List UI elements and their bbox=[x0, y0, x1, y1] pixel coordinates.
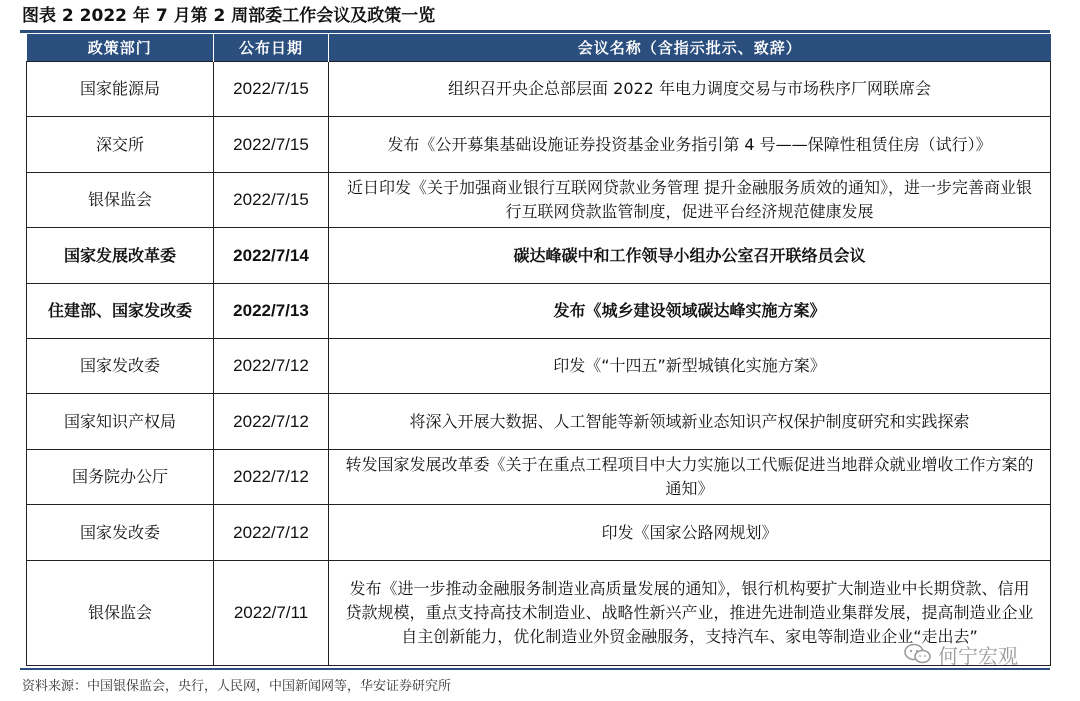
dept-cell: 深交所 bbox=[27, 117, 214, 173]
table-row bbox=[27, 173, 1051, 228]
wechat-watermark bbox=[904, 640, 1018, 668]
table-row bbox=[27, 62, 1051, 117]
watermark-text: 何宁宏观 bbox=[938, 643, 1018, 668]
dept-cell: 国家发改委 bbox=[27, 505, 214, 561]
table-row bbox=[27, 561, 1051, 666]
column-header-date: 公布日期 bbox=[214, 34, 329, 62]
dept-cell: 国家知识产权局 bbox=[27, 394, 214, 450]
date-cell: 2022/7/14 bbox=[214, 228, 329, 284]
meeting-cell: 将深入开展大数据、人工智能等新领域新业态知识产权保护制度研究和实践探索 bbox=[329, 394, 1051, 450]
date-cell: 2022/7/13 bbox=[214, 284, 329, 339]
meeting-cell: 组织召开央企总部层面 2022 年电力调度交易与市场秩序厂网联席会 bbox=[329, 62, 1051, 117]
table-row bbox=[27, 117, 1051, 173]
table-header-row bbox=[27, 34, 1051, 62]
table-row bbox=[27, 450, 1051, 505]
meeting-cell: 发布《进一步推动金融服务制造业高质量发展的通知》，银行机构要扩大制造业中长期贷款、信用贷款规模，重点支持高技术制造业、战略性新兴产业，推进先进制造业集群发展，提高制造业企业自主创新能力，优化制造业外贸金融服务，支持汽车、家电等制造业企业“走出去” bbox=[329, 561, 1051, 666]
date-cell: 2022/7/12 bbox=[214, 339, 329, 394]
date-cell: 2022/7/15 bbox=[214, 173, 329, 228]
wechat-icon bbox=[904, 643, 932, 665]
meeting-cell: 印发《“十四五”新型城镇化实施方案》 bbox=[329, 339, 1051, 394]
meeting-cell: 转发国家发展改革委《关于在重点工程项目中大力实施以工代赈促进当地群众就业增收工作方案的通知》 bbox=[329, 450, 1051, 505]
source-note: 资料来源：中国银保监会，央行，人民网，中国新闻网等，华安证券研究所 bbox=[22, 679, 452, 694]
bottom-rule bbox=[20, 668, 1050, 670]
date-cell: 2022/7/12 bbox=[214, 505, 329, 561]
date-cell: 2022/7/12 bbox=[214, 450, 329, 505]
meeting-cell: 碳达峰碳中和工作领导小组办公室召开联络员会议 bbox=[329, 228, 1051, 284]
meeting-cell: 发布《公开募集基础设施证券投资基金业务指引第 4 号——保障性租赁住房（试行）》 bbox=[329, 117, 1051, 173]
column-header-meeting: 会议名称（含指示批示、致辞） bbox=[329, 34, 1051, 62]
table-row bbox=[27, 228, 1051, 284]
table-row bbox=[27, 505, 1051, 561]
meeting-cell: 印发《国家公路网规划》 bbox=[329, 505, 1051, 561]
meeting-cell: 发布《城乡建设领域碳达峰实施方案》 bbox=[329, 284, 1051, 339]
table-row bbox=[27, 339, 1051, 394]
table-row bbox=[27, 394, 1051, 450]
dept-cell: 国务院办公厅 bbox=[27, 450, 214, 505]
table-row bbox=[27, 284, 1051, 339]
meeting-cell: 近日印发《关于加强商业银行互联网贷款业务管理 提升金融服务质效的通知》，进一步完善商业银行互联网贷款监管制度，促进平台经济规范健康发展 bbox=[329, 173, 1051, 228]
dept-cell: 国家能源局 bbox=[27, 62, 214, 117]
date-cell: 2022/7/11 bbox=[214, 561, 329, 666]
date-cell: 2022/7/15 bbox=[214, 62, 329, 117]
date-cell: 2022/7/15 bbox=[214, 117, 329, 173]
figure-title: 图表 2 2022 年 7 月第 2 周部委工作会议及政策一览 bbox=[22, 6, 436, 26]
column-header-dept: 政策部门 bbox=[27, 34, 214, 62]
dept-cell: 住建部、国家发改委 bbox=[27, 284, 214, 339]
dept-cell: 银保监会 bbox=[27, 173, 214, 228]
dept-cell: 银保监会 bbox=[27, 561, 214, 666]
date-cell: 2022/7/12 bbox=[214, 394, 329, 450]
policy-table bbox=[26, 34, 1051, 666]
dept-cell: 国家发改委 bbox=[27, 339, 214, 394]
dept-cell: 国家发展改革委 bbox=[27, 228, 214, 284]
title-rule bbox=[20, 30, 1050, 33]
